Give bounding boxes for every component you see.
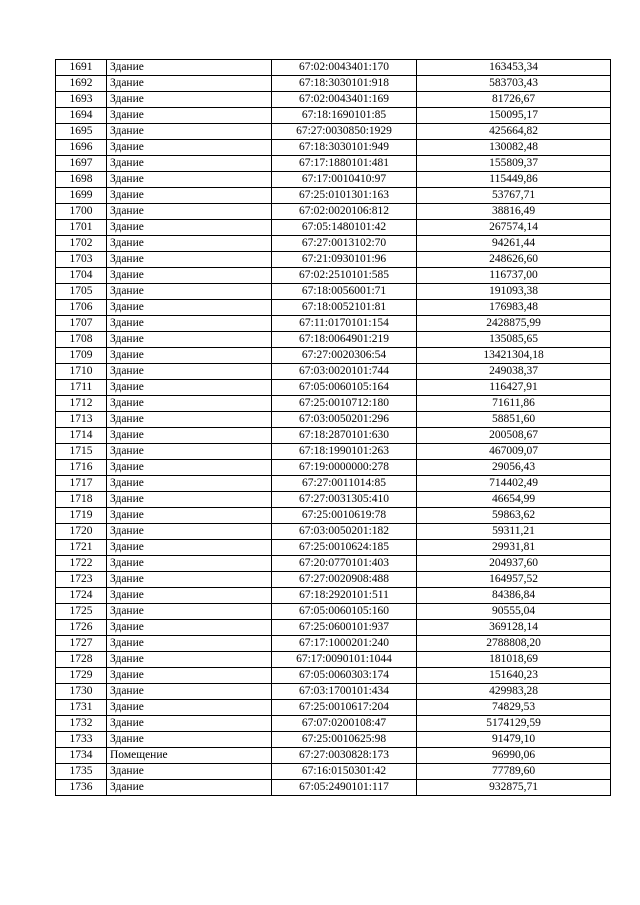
row-number: 1733 <box>56 732 107 748</box>
cadastral-number: 67:05:0060105:164 <box>272 380 417 396</box>
cadastral-value: 191093,38 <box>417 284 611 300</box>
row-number: 1736 <box>56 780 107 796</box>
cadastral-number: 67:18:0052101:81 <box>272 300 417 316</box>
table-row <box>56 508 611 524</box>
table-row <box>56 204 611 220</box>
row-number: 1711 <box>56 380 107 396</box>
row-number: 1698 <box>56 172 107 188</box>
cadastral-number: 67:18:3030101:949 <box>272 140 417 156</box>
cadastral-value: 267574,14 <box>417 220 611 236</box>
cadastral-value: 96990,06 <box>417 748 611 764</box>
row-number: 1692 <box>56 76 107 92</box>
cadastral-value: 932875,71 <box>417 780 611 796</box>
cadastral-value: 81726,67 <box>417 92 611 108</box>
object-type: Здание <box>107 284 272 300</box>
cadastral-value: 29056,43 <box>417 460 611 476</box>
table-row <box>56 764 611 780</box>
table-row <box>56 172 611 188</box>
row-number: 1722 <box>56 556 107 572</box>
object-type: Здание <box>107 236 272 252</box>
object-type: Здание <box>107 652 272 668</box>
object-type: Здание <box>107 636 272 652</box>
table-row <box>56 604 611 620</box>
row-number: 1697 <box>56 156 107 172</box>
cadastral-value: 369128,14 <box>417 620 611 636</box>
cadastral-value: 2788808,20 <box>417 636 611 652</box>
cadastral-value: 59863,62 <box>417 508 611 524</box>
table-row <box>56 268 611 284</box>
row-number: 1705 <box>56 284 107 300</box>
cadastral-value: 164957,52 <box>417 572 611 588</box>
object-type: Здание <box>107 188 272 204</box>
object-type: Здание <box>107 588 272 604</box>
cadastral-value: 94261,44 <box>417 236 611 252</box>
cadastral-number: 67:27:0020306:54 <box>272 348 417 364</box>
object-type: Здание <box>107 604 272 620</box>
row-number: 1696 <box>56 140 107 156</box>
object-type: Здание <box>107 364 272 380</box>
table-row <box>56 412 611 428</box>
row-number: 1701 <box>56 220 107 236</box>
table-row <box>56 540 611 556</box>
object-type: Здание <box>107 428 272 444</box>
cadastral-number: 67:05:0060303:174 <box>272 668 417 684</box>
cadastral-number: 67:07:0200108:47 <box>272 716 417 732</box>
row-number: 1729 <box>56 668 107 684</box>
table-row <box>56 492 611 508</box>
cadastral-value: 2428875,99 <box>417 316 611 332</box>
object-type: Здание <box>107 92 272 108</box>
table-row <box>56 252 611 268</box>
object-type: Здание <box>107 508 272 524</box>
table-row <box>56 444 611 460</box>
table-row <box>56 380 611 396</box>
cadastral-number: 67:18:0064901:219 <box>272 332 417 348</box>
table-row <box>56 140 611 156</box>
row-number: 1732 <box>56 716 107 732</box>
row-number: 1700 <box>56 204 107 220</box>
object-type: Здание <box>107 476 272 492</box>
table-row <box>56 108 611 124</box>
cadastral-number: 67:03:0050201:182 <box>272 524 417 540</box>
row-number: 1709 <box>56 348 107 364</box>
cadastral-value: 29931,81 <box>417 540 611 556</box>
object-type: Здание <box>107 124 272 140</box>
row-number: 1708 <box>56 332 107 348</box>
object-type: Здание <box>107 764 272 780</box>
row-number: 1713 <box>56 412 107 428</box>
cadastral-value: 77789,60 <box>417 764 611 780</box>
object-type: Здание <box>107 220 272 236</box>
row-number: 1717 <box>56 476 107 492</box>
cadastral-number: 67:27:0011014:85 <box>272 476 417 492</box>
cadastral-number: 67:17:0010410:97 <box>272 172 417 188</box>
row-number: 1695 <box>56 124 107 140</box>
table-row <box>56 332 611 348</box>
table-row <box>56 428 611 444</box>
object-type: Помещение <box>107 748 272 764</box>
table-row <box>56 556 611 572</box>
row-number: 1710 <box>56 364 107 380</box>
row-number: 1723 <box>56 572 107 588</box>
table-row <box>56 156 611 172</box>
cadastral-number: 67:02:0043401:170 <box>272 60 417 76</box>
cadastral-number: 67:17:1000201:240 <box>272 636 417 652</box>
object-type: Здание <box>107 108 272 124</box>
row-number: 1719 <box>56 508 107 524</box>
table-row <box>56 60 611 76</box>
cadastral-number: 67:05:2490101:117 <box>272 780 417 796</box>
object-type: Здание <box>107 540 272 556</box>
object-type: Здание <box>107 556 272 572</box>
table-row <box>56 348 611 364</box>
cadastral-value-table <box>55 59 611 796</box>
row-number: 1714 <box>56 428 107 444</box>
object-type: Здание <box>107 684 272 700</box>
cadastral-number: 67:02:0043401:169 <box>272 92 417 108</box>
cadastral-value: 248626,60 <box>417 252 611 268</box>
cadastral-number: 67:27:0030850:1929 <box>272 124 417 140</box>
object-type: Здание <box>107 76 272 92</box>
cadastral-value: 249038,37 <box>417 364 611 380</box>
row-number: 1731 <box>56 700 107 716</box>
table-row <box>56 652 611 668</box>
cadastral-number: 67:20:0770101:403 <box>272 556 417 572</box>
row-number: 1712 <box>56 396 107 412</box>
row-number: 1716 <box>56 460 107 476</box>
object-type: Здание <box>107 444 272 460</box>
table-row <box>56 668 611 684</box>
object-type: Здание <box>107 380 272 396</box>
cadastral-value: 115449,86 <box>417 172 611 188</box>
cadastral-number: 67:27:0031305:410 <box>272 492 417 508</box>
row-number: 1724 <box>56 588 107 604</box>
cadastral-number: 67:18:2870101:630 <box>272 428 417 444</box>
cadastral-value: 46654,99 <box>417 492 611 508</box>
cadastral-value: 116427,91 <box>417 380 611 396</box>
object-type: Здание <box>107 668 272 684</box>
object-type: Здание <box>107 172 272 188</box>
row-number: 1735 <box>56 764 107 780</box>
cadastral-number: 67:18:0056001:71 <box>272 284 417 300</box>
cadastral-value: 71611,86 <box>417 396 611 412</box>
object-type: Здание <box>107 332 272 348</box>
cadastral-value: 91479,10 <box>417 732 611 748</box>
cadastral-number: 67:16:0150301:42 <box>272 764 417 780</box>
cadastral-number: 67:25:0010625:98 <box>272 732 417 748</box>
cadastral-value: 13421304,18 <box>417 348 611 364</box>
cadastral-value: 116737,00 <box>417 268 611 284</box>
table-row <box>56 316 611 332</box>
cadastral-number: 67:25:0010619:78 <box>272 508 417 524</box>
object-type: Здание <box>107 60 272 76</box>
cadastral-value: 38816,49 <box>417 204 611 220</box>
table-row <box>56 716 611 732</box>
cadastral-number: 67:25:0010624:185 <box>272 540 417 556</box>
cadastral-value: 84386,84 <box>417 588 611 604</box>
table-row <box>56 636 611 652</box>
row-number: 1706 <box>56 300 107 316</box>
table-row <box>56 588 611 604</box>
table-row <box>56 732 611 748</box>
cadastral-number: 67:05:1480101:42 <box>272 220 417 236</box>
table-row <box>56 460 611 476</box>
object-type: Здание <box>107 140 272 156</box>
object-type: Здание <box>107 732 272 748</box>
table-row <box>56 124 611 140</box>
object-type: Здание <box>107 396 272 412</box>
cadastral-number: 67:27:0030828:173 <box>272 748 417 764</box>
object-type: Здание <box>107 460 272 476</box>
object-type: Здание <box>107 204 272 220</box>
cadastral-value: 58851,60 <box>417 412 611 428</box>
row-number: 1721 <box>56 540 107 556</box>
table-row <box>56 748 611 764</box>
cadastral-value: 90555,04 <box>417 604 611 620</box>
cadastral-value: 53767,71 <box>417 188 611 204</box>
cadastral-number: 67:27:0020908:488 <box>272 572 417 588</box>
table-row <box>56 76 611 92</box>
cadastral-value: 583703,43 <box>417 76 611 92</box>
cadastral-value: 155809,37 <box>417 156 611 172</box>
row-number: 1730 <box>56 684 107 700</box>
object-type: Здание <box>107 620 272 636</box>
table-body <box>56 60 611 796</box>
row-number: 1694 <box>56 108 107 124</box>
cadastral-number: 67:02:2510101:585 <box>272 268 417 284</box>
object-type: Здание <box>107 524 272 540</box>
object-type: Здание <box>107 300 272 316</box>
cadastral-number: 67:05:0060105:160 <box>272 604 417 620</box>
cadastral-number: 67:18:3030101:918 <box>272 76 417 92</box>
cadastral-number: 67:25:0600101:937 <box>272 620 417 636</box>
cadastral-value: 429983,28 <box>417 684 611 700</box>
table-row <box>56 684 611 700</box>
cadastral-value: 151640,23 <box>417 668 611 684</box>
object-type: Здание <box>107 412 272 428</box>
object-type: Здание <box>107 780 272 796</box>
object-type: Здание <box>107 156 272 172</box>
cadastral-value: 714402,49 <box>417 476 611 492</box>
row-number: 1707 <box>56 316 107 332</box>
row-number: 1725 <box>56 604 107 620</box>
table-row <box>56 300 611 316</box>
table-row <box>56 364 611 380</box>
row-number: 1727 <box>56 636 107 652</box>
table-row <box>56 236 611 252</box>
cadastral-value: 59311,21 <box>417 524 611 540</box>
cadastral-value: 163453,34 <box>417 60 611 76</box>
row-number: 1728 <box>56 652 107 668</box>
cadastral-value: 181018,69 <box>417 652 611 668</box>
object-type: Здание <box>107 268 272 284</box>
row-number: 1718 <box>56 492 107 508</box>
object-type: Здание <box>107 572 272 588</box>
table-row <box>56 92 611 108</box>
table-row <box>56 572 611 588</box>
object-type: Здание <box>107 316 272 332</box>
cadastral-number: 67:25:0101301:163 <box>272 188 417 204</box>
cadastral-number: 67:25:0010712:180 <box>272 396 417 412</box>
cadastral-number: 67:18:2920101:511 <box>272 588 417 604</box>
table-row <box>56 396 611 412</box>
row-number: 1693 <box>56 92 107 108</box>
cadastral-value: 135085,65 <box>417 332 611 348</box>
table-row <box>56 220 611 236</box>
object-type: Здание <box>107 492 272 508</box>
cadastral-value: 150095,17 <box>417 108 611 124</box>
object-type: Здание <box>107 716 272 732</box>
cadastral-number: 67:18:1690101:85 <box>272 108 417 124</box>
cadastral-value: 176983,48 <box>417 300 611 316</box>
cadastral-number: 67:11:0170101:154 <box>272 316 417 332</box>
row-number: 1734 <box>56 748 107 764</box>
object-type: Здание <box>107 252 272 268</box>
table-row <box>56 524 611 540</box>
cadastral-value: 425664,82 <box>417 124 611 140</box>
cadastral-value: 74829,53 <box>417 700 611 716</box>
row-number: 1704 <box>56 268 107 284</box>
cadastral-number: 67:18:1990101:263 <box>272 444 417 460</box>
row-number: 1726 <box>56 620 107 636</box>
cadastral-number: 67:17:0090101:1044 <box>272 652 417 668</box>
cadastral-value: 130082,48 <box>417 140 611 156</box>
table-row <box>56 188 611 204</box>
table-row <box>56 620 611 636</box>
row-number: 1691 <box>56 60 107 76</box>
cadastral-number: 67:03:0050201:296 <box>272 412 417 428</box>
cadastral-number: 67:21:0930101:96 <box>272 252 417 268</box>
row-number: 1715 <box>56 444 107 460</box>
table-row <box>56 700 611 716</box>
cadastral-number: 67:03:1700101:434 <box>272 684 417 700</box>
row-number: 1720 <box>56 524 107 540</box>
cadastral-number: 67:19:0000000:278 <box>272 460 417 476</box>
cadastral-number: 67:03:0020101:744 <box>272 364 417 380</box>
row-number: 1703 <box>56 252 107 268</box>
cadastral-number: 67:17:1880101:481 <box>272 156 417 172</box>
cadastral-number: 67:25:0010617:204 <box>272 700 417 716</box>
cadastral-value: 200508,67 <box>417 428 611 444</box>
object-type: Здание <box>107 348 272 364</box>
cadastral-value: 5174129,59 <box>417 716 611 732</box>
table-row <box>56 476 611 492</box>
table-row <box>56 780 611 796</box>
cadastral-number: 67:27:0013102:70 <box>272 236 417 252</box>
object-type: Здание <box>107 700 272 716</box>
cadastral-value: 467009,07 <box>417 444 611 460</box>
table-row <box>56 284 611 300</box>
cadastral-number: 67:02:0020106:812 <box>272 204 417 220</box>
row-number: 1699 <box>56 188 107 204</box>
row-number: 1702 <box>56 236 107 252</box>
cadastral-value: 204937,60 <box>417 556 611 572</box>
